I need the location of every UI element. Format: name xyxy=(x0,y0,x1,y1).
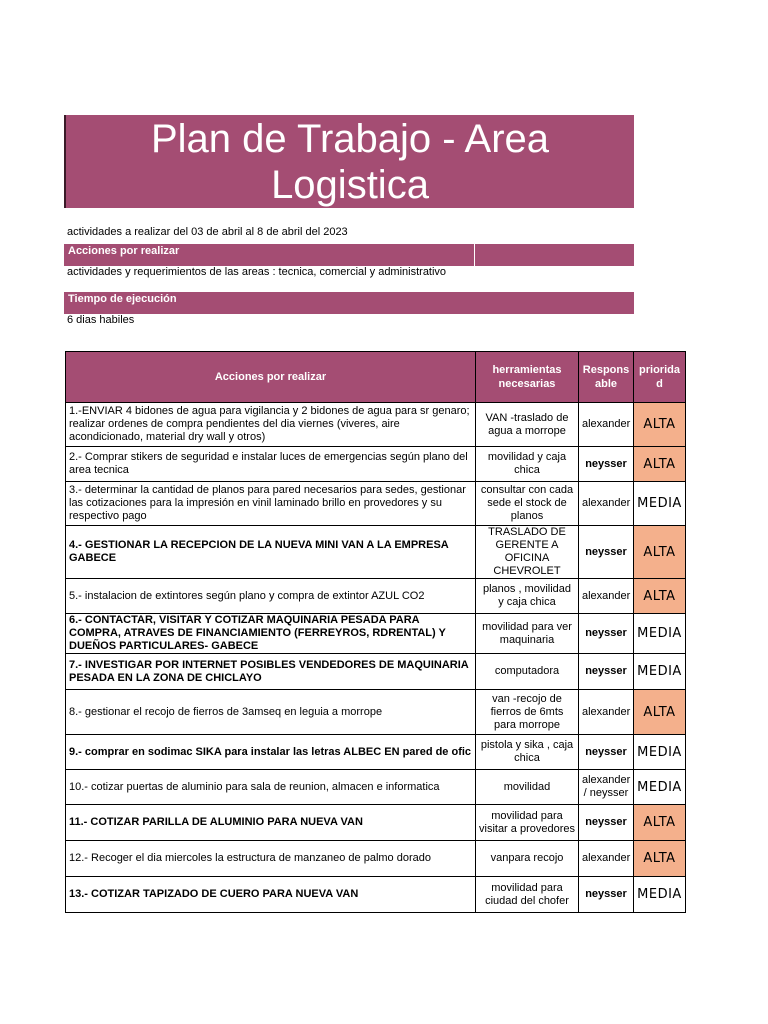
responsable-cell: neysser xyxy=(579,614,634,654)
header-acciones: Acciones por realizar xyxy=(66,352,476,403)
responsable-cell: neysser xyxy=(579,735,634,770)
action-cell: 9.- comprar en sodimac SIKA para instalar las letras ALBEC EN pared de ofic xyxy=(66,735,476,770)
priority-badge: ALTA xyxy=(634,841,686,877)
responsable-cell: alexander xyxy=(579,690,634,735)
table-row xyxy=(66,805,686,841)
priority-badge: ALTA xyxy=(634,805,686,841)
action-cell: 10.- cotizar puertas de aluminio para sala de reunion, almacen e informatica xyxy=(66,770,476,805)
tools-cell: consultar con cada sede el stock de planos xyxy=(476,482,579,526)
priority-badge: ALTA xyxy=(634,526,686,579)
page-title: Plan de Trabajo - Area Logistica xyxy=(150,116,550,207)
section-text-acciones: actividades y requerimientos de las areas : tecnica, comercial y administrativo xyxy=(67,266,447,278)
priority-badge: ALTA xyxy=(634,447,686,482)
priority-badge: MEDIA xyxy=(634,770,686,805)
priority-badge: MEDIA xyxy=(634,877,686,913)
action-cell: 7.- INVESTIGAR POR INTERNET POSIBLES VENDEDORES DE MAQUINARIA PESADA EN LA ZONA DE CHICLAYO xyxy=(66,654,476,690)
action-cell: 11.- COTIZAR PARILLA DE ALUMINIO PARA NUEVA VAN xyxy=(66,805,476,841)
tools-cell: vanpara recojo xyxy=(476,841,579,877)
table-row xyxy=(66,447,686,482)
title-banner xyxy=(64,115,634,208)
tools-cell: TRASLADO DE GERENTE A OFICINA CHEVROLET xyxy=(476,526,579,579)
table-row xyxy=(66,403,686,447)
table-row xyxy=(66,614,686,654)
section-bar-acciones xyxy=(64,244,634,266)
bar-divider xyxy=(474,244,475,266)
section-bar-tiempo xyxy=(64,292,634,314)
responsable-cell: neysser xyxy=(579,447,634,482)
table-row xyxy=(66,877,686,913)
tools-cell: movilidad y caja chica xyxy=(476,447,579,482)
action-cell: 12.- Recoger el dia miercoles la estructura de manzaneo de palmo dorado xyxy=(66,841,476,877)
responsable-cell: alexander xyxy=(579,482,634,526)
responsable-cell: neysser xyxy=(579,526,634,579)
action-cell: 6.- CONTACTAR, VISITAR Y COTIZAR MAQUINARIA PESADA PARA COMPRA, ATRAVES DE FINANCIAMIENTO (FERREYROS, RDRENTAL) Y DUEÑOS PARTICULARES- GABECE xyxy=(66,614,476,654)
priority-badge: ALTA xyxy=(634,403,686,447)
priority-badge: MEDIA xyxy=(634,654,686,690)
responsable-cell: neysser xyxy=(579,877,634,913)
table-row xyxy=(66,482,686,526)
section-text-tiempo: 6 dias habiles xyxy=(67,314,135,326)
section-label-tiempo: Tiempo de ejecución xyxy=(68,293,177,305)
header-herramientas: herramientas necesarias xyxy=(476,352,579,403)
section-label-acciones: Acciones por realizar xyxy=(68,245,180,257)
table-header-row xyxy=(66,352,686,403)
responsable-cell: neysser xyxy=(579,654,634,690)
header-prioridad: priorida d xyxy=(634,352,686,403)
tools-cell: movilidad xyxy=(476,770,579,805)
priority-badge: ALTA xyxy=(634,579,686,614)
action-cell: 5.- instalacion de extintores según plano y compra de extintor AZUL CO2 xyxy=(66,579,476,614)
responsable-cell: alexander xyxy=(579,841,634,877)
table-row xyxy=(66,770,686,805)
priority-badge: MEDIA xyxy=(634,614,686,654)
action-cell: 13.- COTIZAR TAPIZADO DE CUERO PARA NUEVA VAN xyxy=(66,877,476,913)
responsable-cell: neysser xyxy=(579,805,634,841)
header-responsable: Respons able xyxy=(579,352,634,403)
responsable-cell: alexander xyxy=(579,579,634,614)
responsable-cell: alexander / neysser xyxy=(579,770,634,805)
action-cell: 2.- Comprar stikers de seguridad e instalar luces de emergencias según plano del area tecnica xyxy=(66,447,476,482)
tools-cell: VAN -traslado de agua a morrope xyxy=(476,403,579,447)
action-cell: 3.- determinar la cantidad de planos para pared necesarios para sedes, gestionar las cotizaciones para la impresión en vinil laminado brillo en provedores y su respectivo pago xyxy=(66,482,476,526)
tools-cell: movilidad para visitar a provedores xyxy=(476,805,579,841)
tools-cell: movilidad para ciudad del chofer xyxy=(476,877,579,913)
action-cell: 1.-ENVIAR 4 bidones de agua para vigilancia y 2 bidones de agua para sr genaro; realizar ordenes de compra pendientes del dia viernes (viveres, aire acondicionado, material dry wall y otros) xyxy=(66,403,476,447)
tools-cell: computadora xyxy=(476,654,579,690)
table-row xyxy=(66,735,686,770)
table-row xyxy=(66,579,686,614)
period-text: actividades a realizar del 03 de abril al 8 de abril del 2023 xyxy=(67,226,348,238)
priority-badge: ALTA xyxy=(634,690,686,735)
tools-cell: pistola y sika , caja chica xyxy=(476,735,579,770)
tools-cell: planos , movilidad y caja chica xyxy=(476,579,579,614)
priority-badge: MEDIA xyxy=(634,735,686,770)
responsable-cell: alexander xyxy=(579,403,634,447)
table-row xyxy=(66,841,686,877)
action-cell: 4.- GESTIONAR LA RECEPCION DE LA NUEVA MINI VAN A LA EMPRESA GABECE xyxy=(66,526,476,579)
action-cell: 8.- gestionar el recojo de fierros de 3amseq en leguia a morrope xyxy=(66,690,476,735)
table-row xyxy=(66,690,686,735)
priority-badge: MEDIA xyxy=(634,482,686,526)
work-plan-table xyxy=(65,351,686,913)
tools-cell: movilidad para ver maquinaria xyxy=(476,614,579,654)
tools-cell: van -recojo de fierros de 6mts para morrope xyxy=(476,690,579,735)
table-body xyxy=(66,403,686,913)
table-row xyxy=(66,654,686,690)
table-row xyxy=(66,526,686,579)
